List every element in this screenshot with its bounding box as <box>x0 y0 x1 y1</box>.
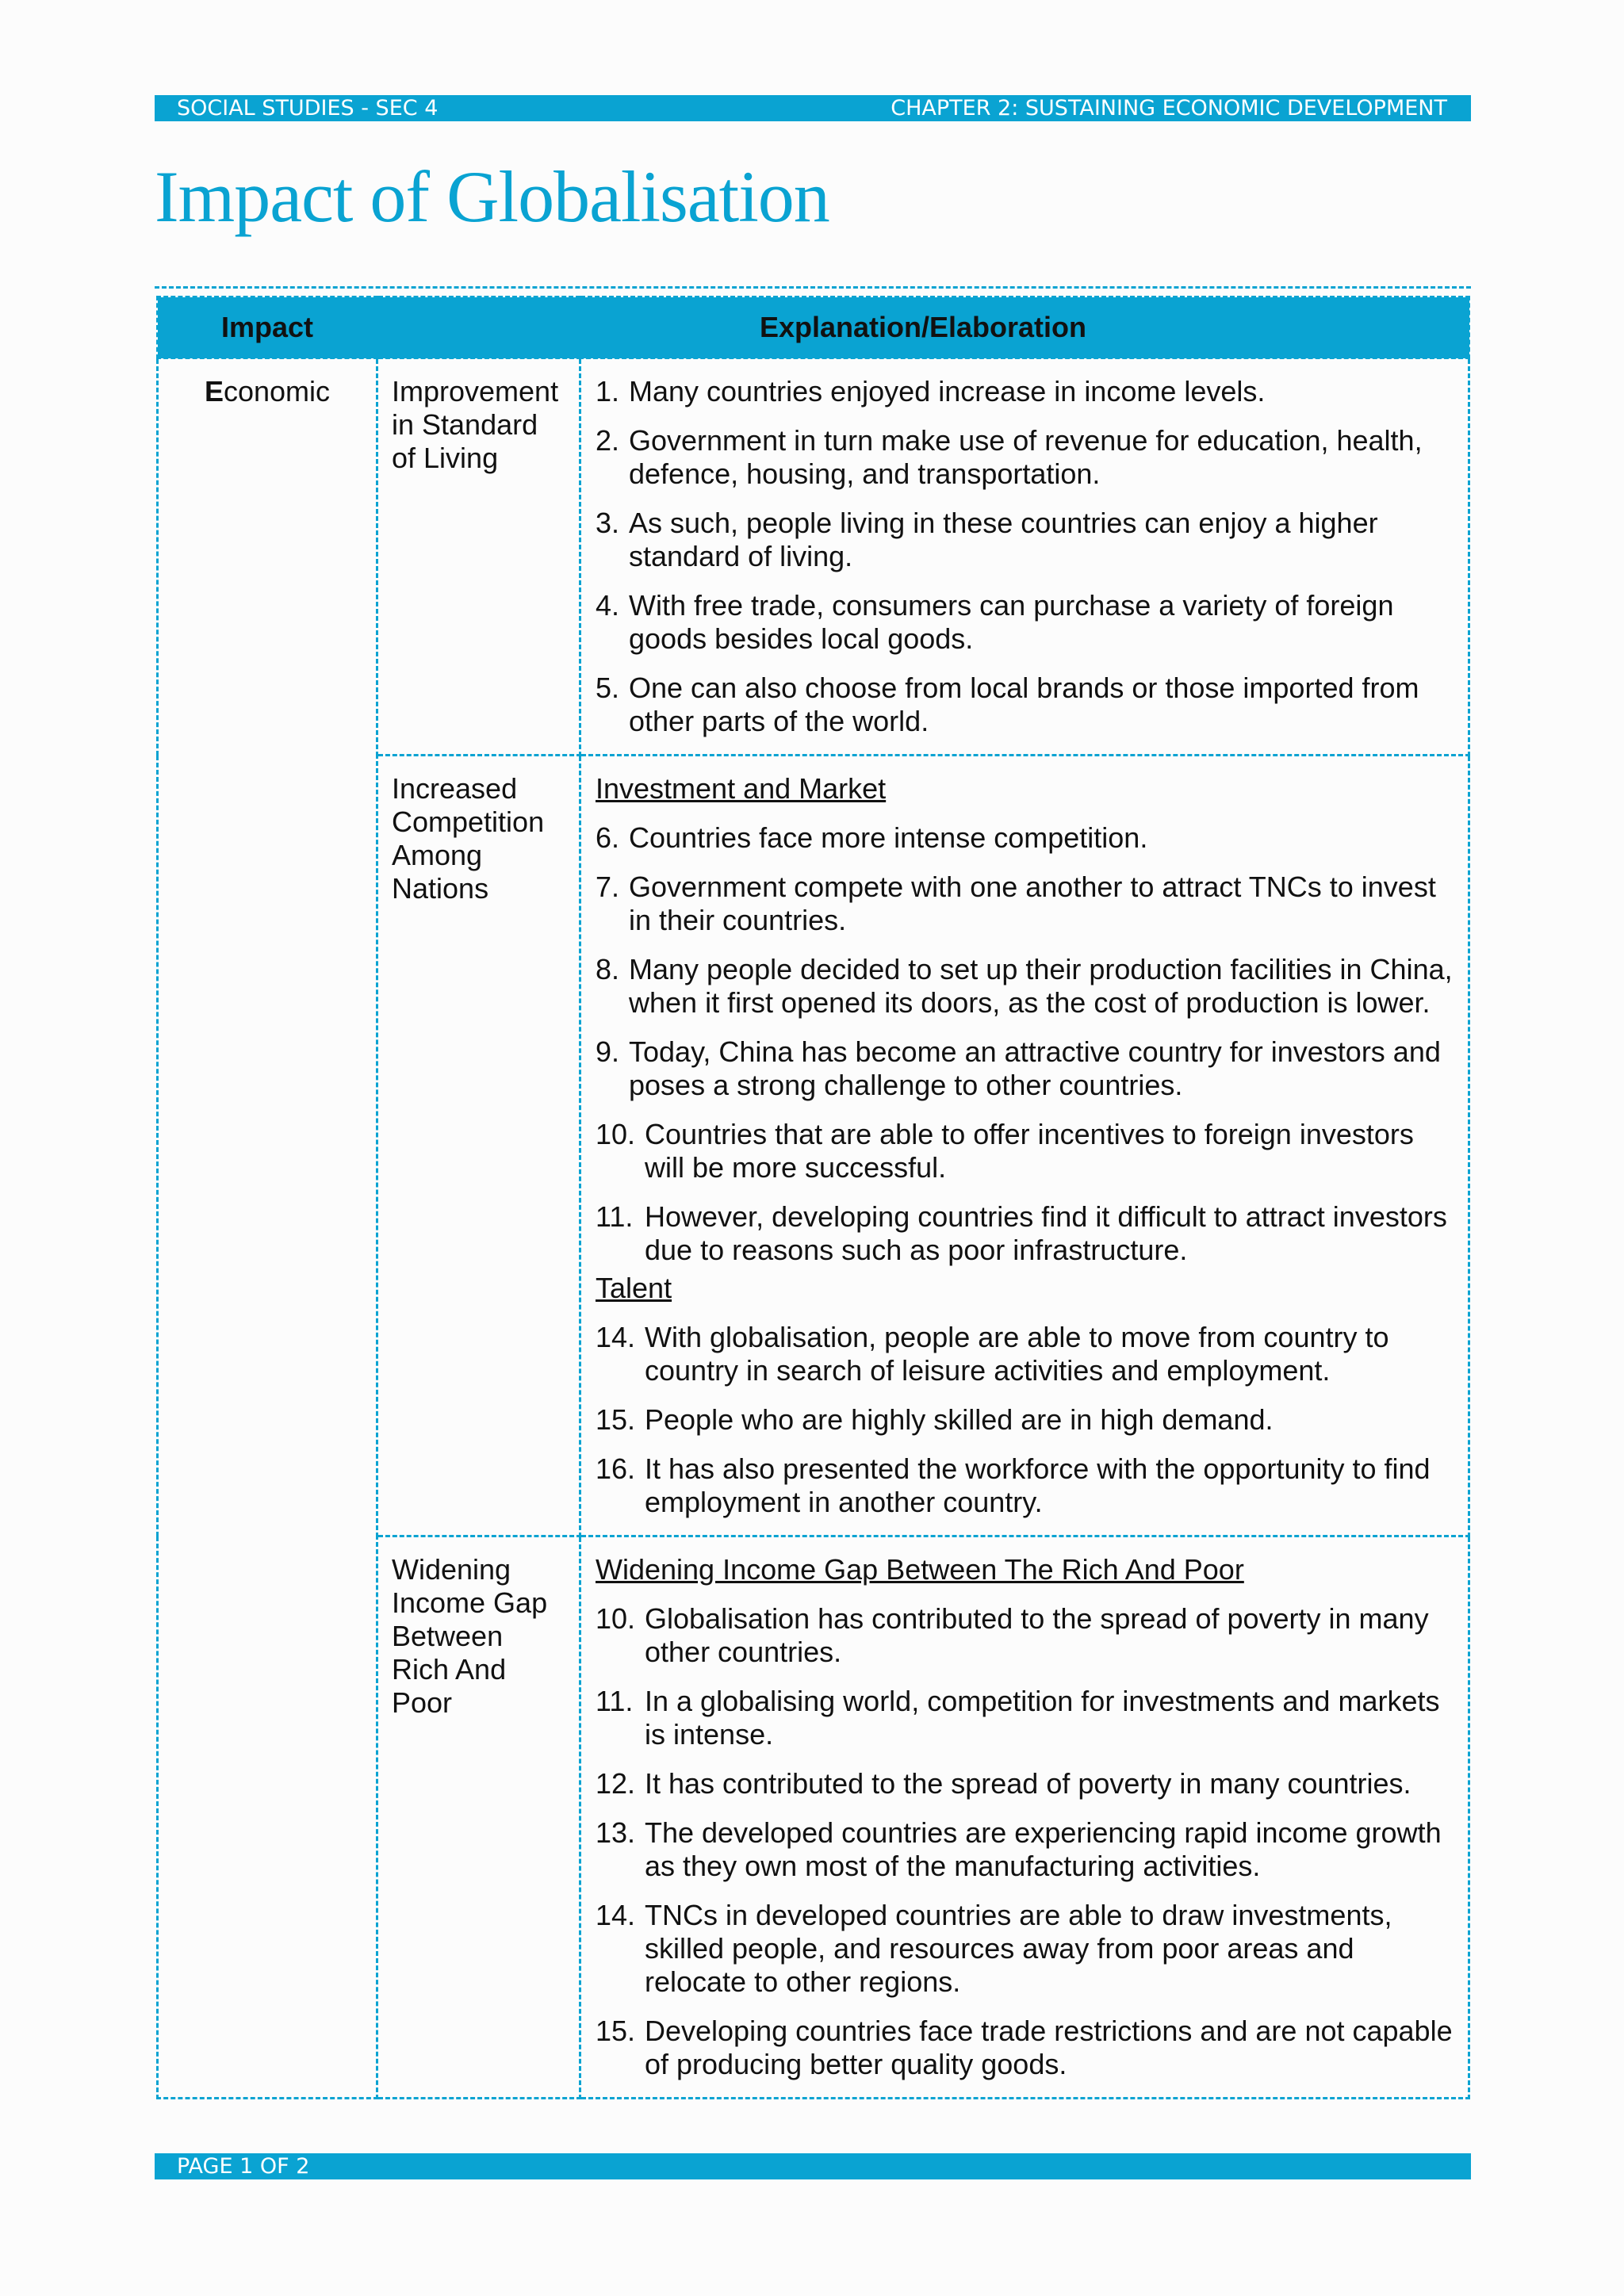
section-heading: Widening Income Gap Between The Rich And Poor <box>596 1553 1244 1586</box>
impact-category-label: conomic <box>223 375 331 408</box>
point-list <box>596 821 1457 1267</box>
explanation-cell <box>580 1536 1469 2099</box>
footer-band <box>155 2153 1471 2179</box>
explanation-cell <box>580 756 1469 1536</box>
item-number: 4. <box>596 589 620 622</box>
explanation-cell <box>580 358 1469 756</box>
list-item <box>596 1767 1457 1800</box>
table-row <box>158 358 1469 756</box>
item-number: 11. <box>596 1200 634 1233</box>
list-item <box>596 1602 1457 1669</box>
item-text: Many countries enjoyed increase in income levels. <box>629 375 1266 408</box>
item-number: 13. <box>596 1816 636 1849</box>
list-item <box>596 375 1457 408</box>
point-list <box>596 1321 1457 1519</box>
item-number: 8. <box>596 953 620 985</box>
item-number: 7. <box>596 871 620 903</box>
item-text: Countries that are able to offer incentives to foreign investors will be more successful. <box>645 1118 1414 1184</box>
list-item <box>596 424 1457 491</box>
sub-impact-cell: Increased Competition Among Nations <box>377 756 580 1536</box>
item-number: 5. <box>596 672 620 704</box>
section-heading: Investment and Market <box>596 772 887 805</box>
page-number: PAGE 1 OF 2 <box>177 2154 310 2179</box>
impact-table <box>156 296 1470 2099</box>
page-title: Impact of Globalisation <box>155 156 829 237</box>
item-text: Government compete with one another to attract TNCs to invest in their countries. <box>629 871 1436 936</box>
list-item <box>596 1118 1457 1184</box>
item-text: It has also presented the workforce with the opportunity to find employment in another country. <box>645 1452 1431 1518</box>
item-text: In a globalising world, competition for investments and markets is intense. <box>645 1685 1440 1751</box>
header-chapter: CHAPTER 2: SUSTAINING ECONOMIC DEVELOPMENT <box>891 96 1447 121</box>
item-text: However, developing countries find it difficult to attract investors due to reasons such as poor infrastructure. <box>645 1200 1447 1266</box>
sub-impact-cell: Improvement in Standard of Living <box>377 358 580 756</box>
item-text: People who are highly skilled are in high demand. <box>645 1403 1274 1436</box>
item-text: Today, China has become an attractive country for investors and poses a strong challenge to other countries. <box>629 1035 1441 1101</box>
list-item <box>596 1899 1457 1999</box>
item-number: 11. <box>596 1685 634 1717</box>
item-text: It has contributed to the spread of poverty in many countries. <box>645 1767 1411 1800</box>
item-text: As such, people living in these countries can enjoy a higher standard of living. <box>629 507 1378 572</box>
list-item <box>596 1035 1457 1102</box>
item-text: TNCs in developed countries are able to draw investments, skilled people, and resources away from poor areas and relocate to other regions. <box>645 1899 1392 1998</box>
item-number: 9. <box>596 1035 620 1068</box>
point-list <box>596 1602 1457 2081</box>
item-number: 10. <box>596 1118 636 1150</box>
item-text: With globalisation, people are able to move from country to country in search of leisure activities and employment. <box>645 1321 1389 1387</box>
item-number: 15. <box>596 2015 636 2047</box>
list-item <box>596 507 1457 573</box>
impact-category-cell <box>158 358 377 2099</box>
list-item <box>596 589 1457 656</box>
item-text: Countries face more intense competition. <box>629 821 1148 854</box>
sub-impact-cell: Widening Income Gap Between Rich And Poor <box>377 1536 580 2099</box>
list-item <box>596 1403 1457 1437</box>
item-number: 6. <box>596 821 620 854</box>
table-header-row <box>158 297 1469 358</box>
item-number: 15. <box>596 1403 636 1436</box>
list-item <box>596 672 1457 738</box>
header-band <box>155 95 1471 121</box>
list-item <box>596 1452 1457 1519</box>
item-text: The developed countries are experiencing rapid income growth as they own most of the manufacturing activities. <box>645 1816 1442 1882</box>
impact-category-initial: E <box>204 375 224 408</box>
list-item <box>596 1200 1457 1267</box>
list-item <box>596 953 1457 1020</box>
list-item <box>596 1816 1457 1883</box>
item-text: One can also choose from local brands or those imported from other parts of the world. <box>629 672 1419 737</box>
header-subject: SOCIAL STUDIES - SEC 4 <box>177 96 439 121</box>
list-item <box>596 1321 1457 1387</box>
item-number: 10. <box>596 1602 636 1635</box>
point-list <box>596 375 1457 738</box>
list-item <box>596 1685 1457 1751</box>
header-impact: Impact <box>158 297 377 358</box>
item-number: 3. <box>596 507 620 539</box>
list-item <box>596 871 1457 937</box>
dashed-divider <box>155 286 1471 289</box>
item-number: 2. <box>596 424 620 457</box>
item-number: 14. <box>596 1899 636 1931</box>
item-text: With free trade, consumers can purchase a variety of foreign goods besides local goods. <box>629 589 1394 655</box>
list-item <box>596 821 1457 855</box>
item-text: Government in turn make use of revenue for education, health, defence, housing, and transportation. <box>629 424 1423 490</box>
item-number: 16. <box>596 1452 636 1485</box>
item-text: Globalisation has contributed to the spread of poverty in many other countries. <box>645 1602 1429 1668</box>
item-number: 14. <box>596 1321 636 1353</box>
item-text: Developing countries face trade restrictions and are not capable of producing better quality goods. <box>645 2015 1453 2080</box>
item-number: 1. <box>596 375 620 408</box>
section-heading: Talent <box>596 1272 672 1304</box>
item-text: Many people decided to set up their production facilities in China, when it first opened its doors, as the cost of production is lower. <box>629 953 1453 1019</box>
list-item <box>596 2015 1457 2081</box>
item-number: 12. <box>596 1767 636 1800</box>
header-explanation: Explanation/Elaboration <box>377 297 1469 358</box>
